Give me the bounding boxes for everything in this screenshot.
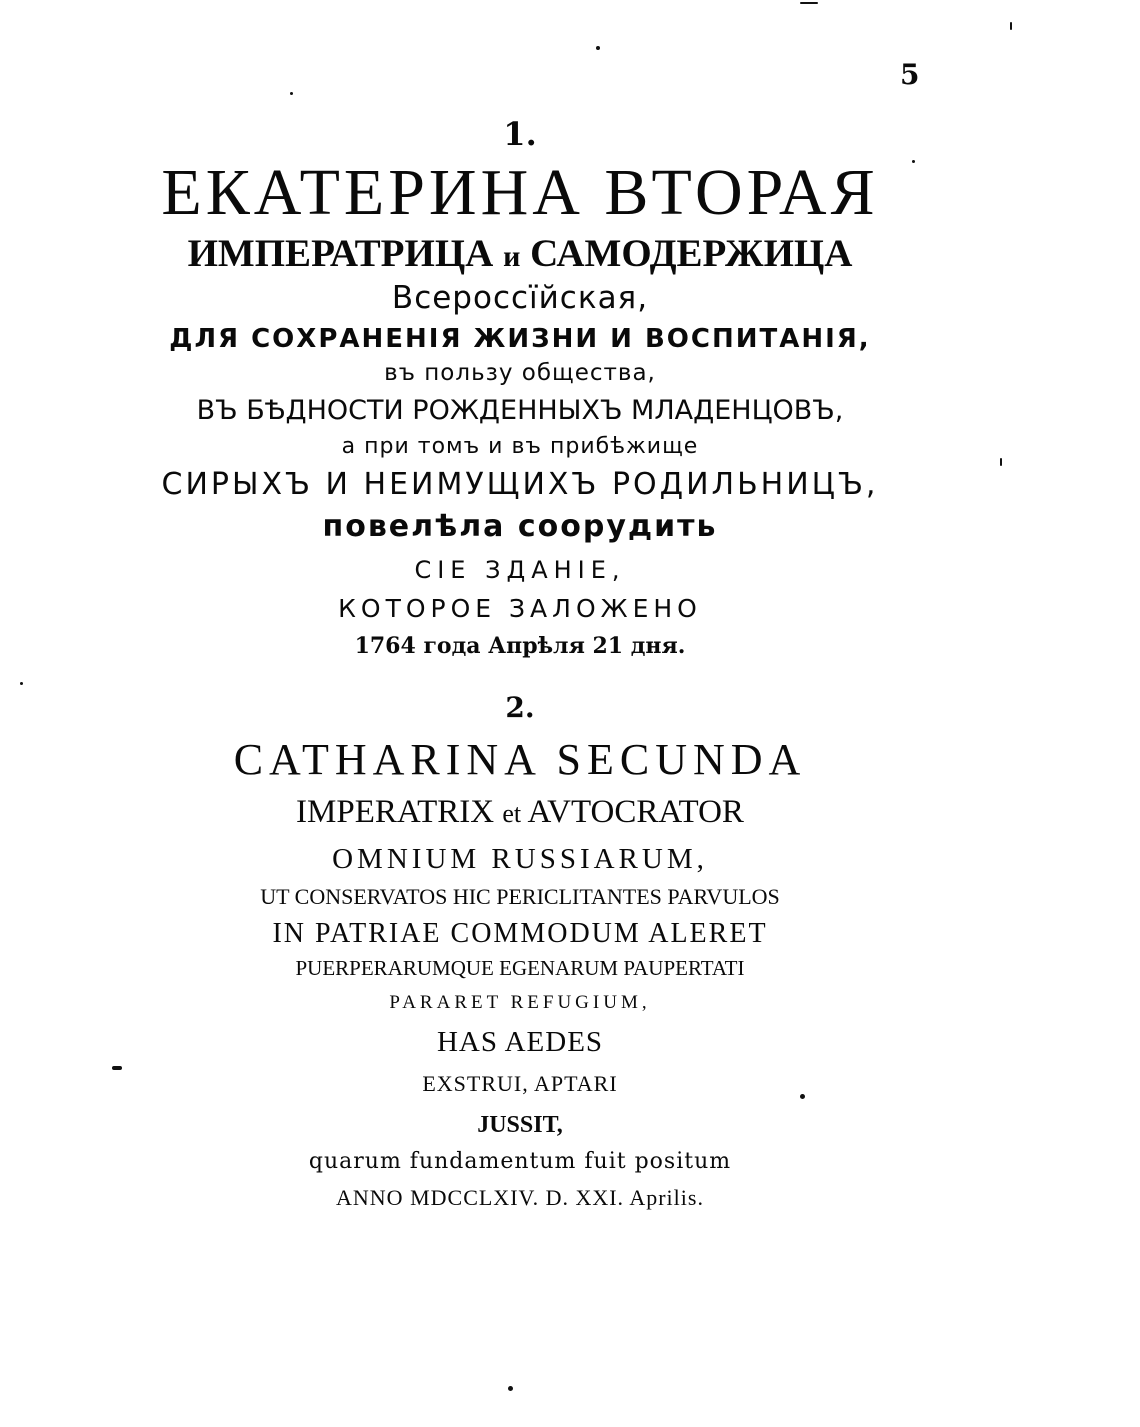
russian-line-a-pri-tom: а при томъ и въ прибѣжище bbox=[341, 434, 699, 459]
latin-line-exstrui: EXSTRUI, APTARI bbox=[422, 1071, 618, 1096]
russian-line-povela: повелѣла соорудить bbox=[322, 509, 718, 544]
scan-speck bbox=[112, 1066, 122, 1070]
latin-empress-name: CATHARINA SECUNDA bbox=[233, 735, 807, 784]
scan-speck bbox=[290, 92, 293, 95]
scan-speck bbox=[20, 682, 23, 685]
russian-title-part2: САМОДЕРЖИЦА bbox=[530, 232, 853, 275]
russian-line-siryh: СИРЫХЪ И НЕИМУЩИХЪ РОДИЛЬНИЦЪ, bbox=[161, 467, 879, 502]
latin-line-in-patriae: IN PATRIAE COMMODUM ALERET bbox=[272, 918, 768, 949]
latin-title-part1: IMPERATRIX bbox=[296, 794, 495, 830]
russian-line-vserossiyskaya: Всероссïйская, bbox=[391, 280, 649, 316]
russian-inscription-number: 1. bbox=[503, 115, 537, 153]
scan-speck bbox=[800, 1094, 805, 1099]
latin-line-pararet: PARARET REFUGIUM, bbox=[389, 992, 651, 1013]
latin-title-conjunction: et bbox=[502, 799, 522, 828]
latin-title-part2: AVTOCRATOR bbox=[527, 794, 744, 830]
russian-empress-name: ЕКАТЕРИНА ВТОРАЯ bbox=[161, 156, 879, 229]
latin-line-quarum: quarum fundamentum fuit positum bbox=[308, 1149, 732, 1174]
page-number: 5 bbox=[900, 58, 920, 91]
russian-line-v-bednosti: ВЪ БѢДНОСТИ РОЖДЕННЫХЪ МЛАДЕНЦОВЪ, bbox=[196, 395, 844, 426]
latin-line-ut-conservatos: UT CONSERVATOS HIC PERICLITANTES PARVULOS bbox=[260, 884, 780, 909]
latin-line-puerperarum: PUERPERARUMQUE EGENARUM PAUPERTATI bbox=[295, 956, 745, 980]
scan-speck bbox=[596, 46, 600, 50]
russian-foundation-date: 1764 года Апрѣля 21 дня. bbox=[354, 633, 686, 659]
scan-speck bbox=[912, 160, 915, 163]
scan-speck bbox=[1000, 458, 1002, 466]
russian-title-conjunction: и bbox=[503, 240, 521, 273]
scan-speck bbox=[800, 2, 818, 4]
russian-line-dlya: ДЛЯ СОХРАНЕНIЯ ЖИЗНИ И ВОСПИТАНIЯ, bbox=[169, 324, 871, 354]
russian-line-v-polzu: въ пользу общества, bbox=[384, 360, 656, 386]
russian-inscription bbox=[0, 115, 1040, 659]
latin-line-has-aedes: HAS AEDES bbox=[436, 1026, 604, 1058]
russian-empress-title bbox=[0, 234, 1040, 273]
latin-empress-title bbox=[0, 796, 1040, 829]
russian-line-sie-zdanie: СIЕ ЗДАНIЕ, bbox=[414, 556, 626, 584]
russian-line-kotoroe: КОТОРОЕ ЗАЛОЖЕНО bbox=[338, 594, 702, 623]
russian-title-part1: ИМПЕРАТРИЦА bbox=[187, 232, 494, 275]
scan-speck bbox=[1010, 22, 1012, 30]
scan-speck bbox=[508, 1386, 513, 1391]
latin-line-jussit: JUSSIT, bbox=[477, 1112, 563, 1138]
latin-inscription bbox=[0, 691, 1040, 1210]
latin-inscription-number: 2. bbox=[505, 691, 535, 724]
latin-line-omnium: OMNIUM RUSSIARUM, bbox=[332, 843, 708, 875]
latin-foundation-date: ANNO MDCCLXIV. D. XXI. Aprilis. bbox=[336, 1185, 704, 1210]
